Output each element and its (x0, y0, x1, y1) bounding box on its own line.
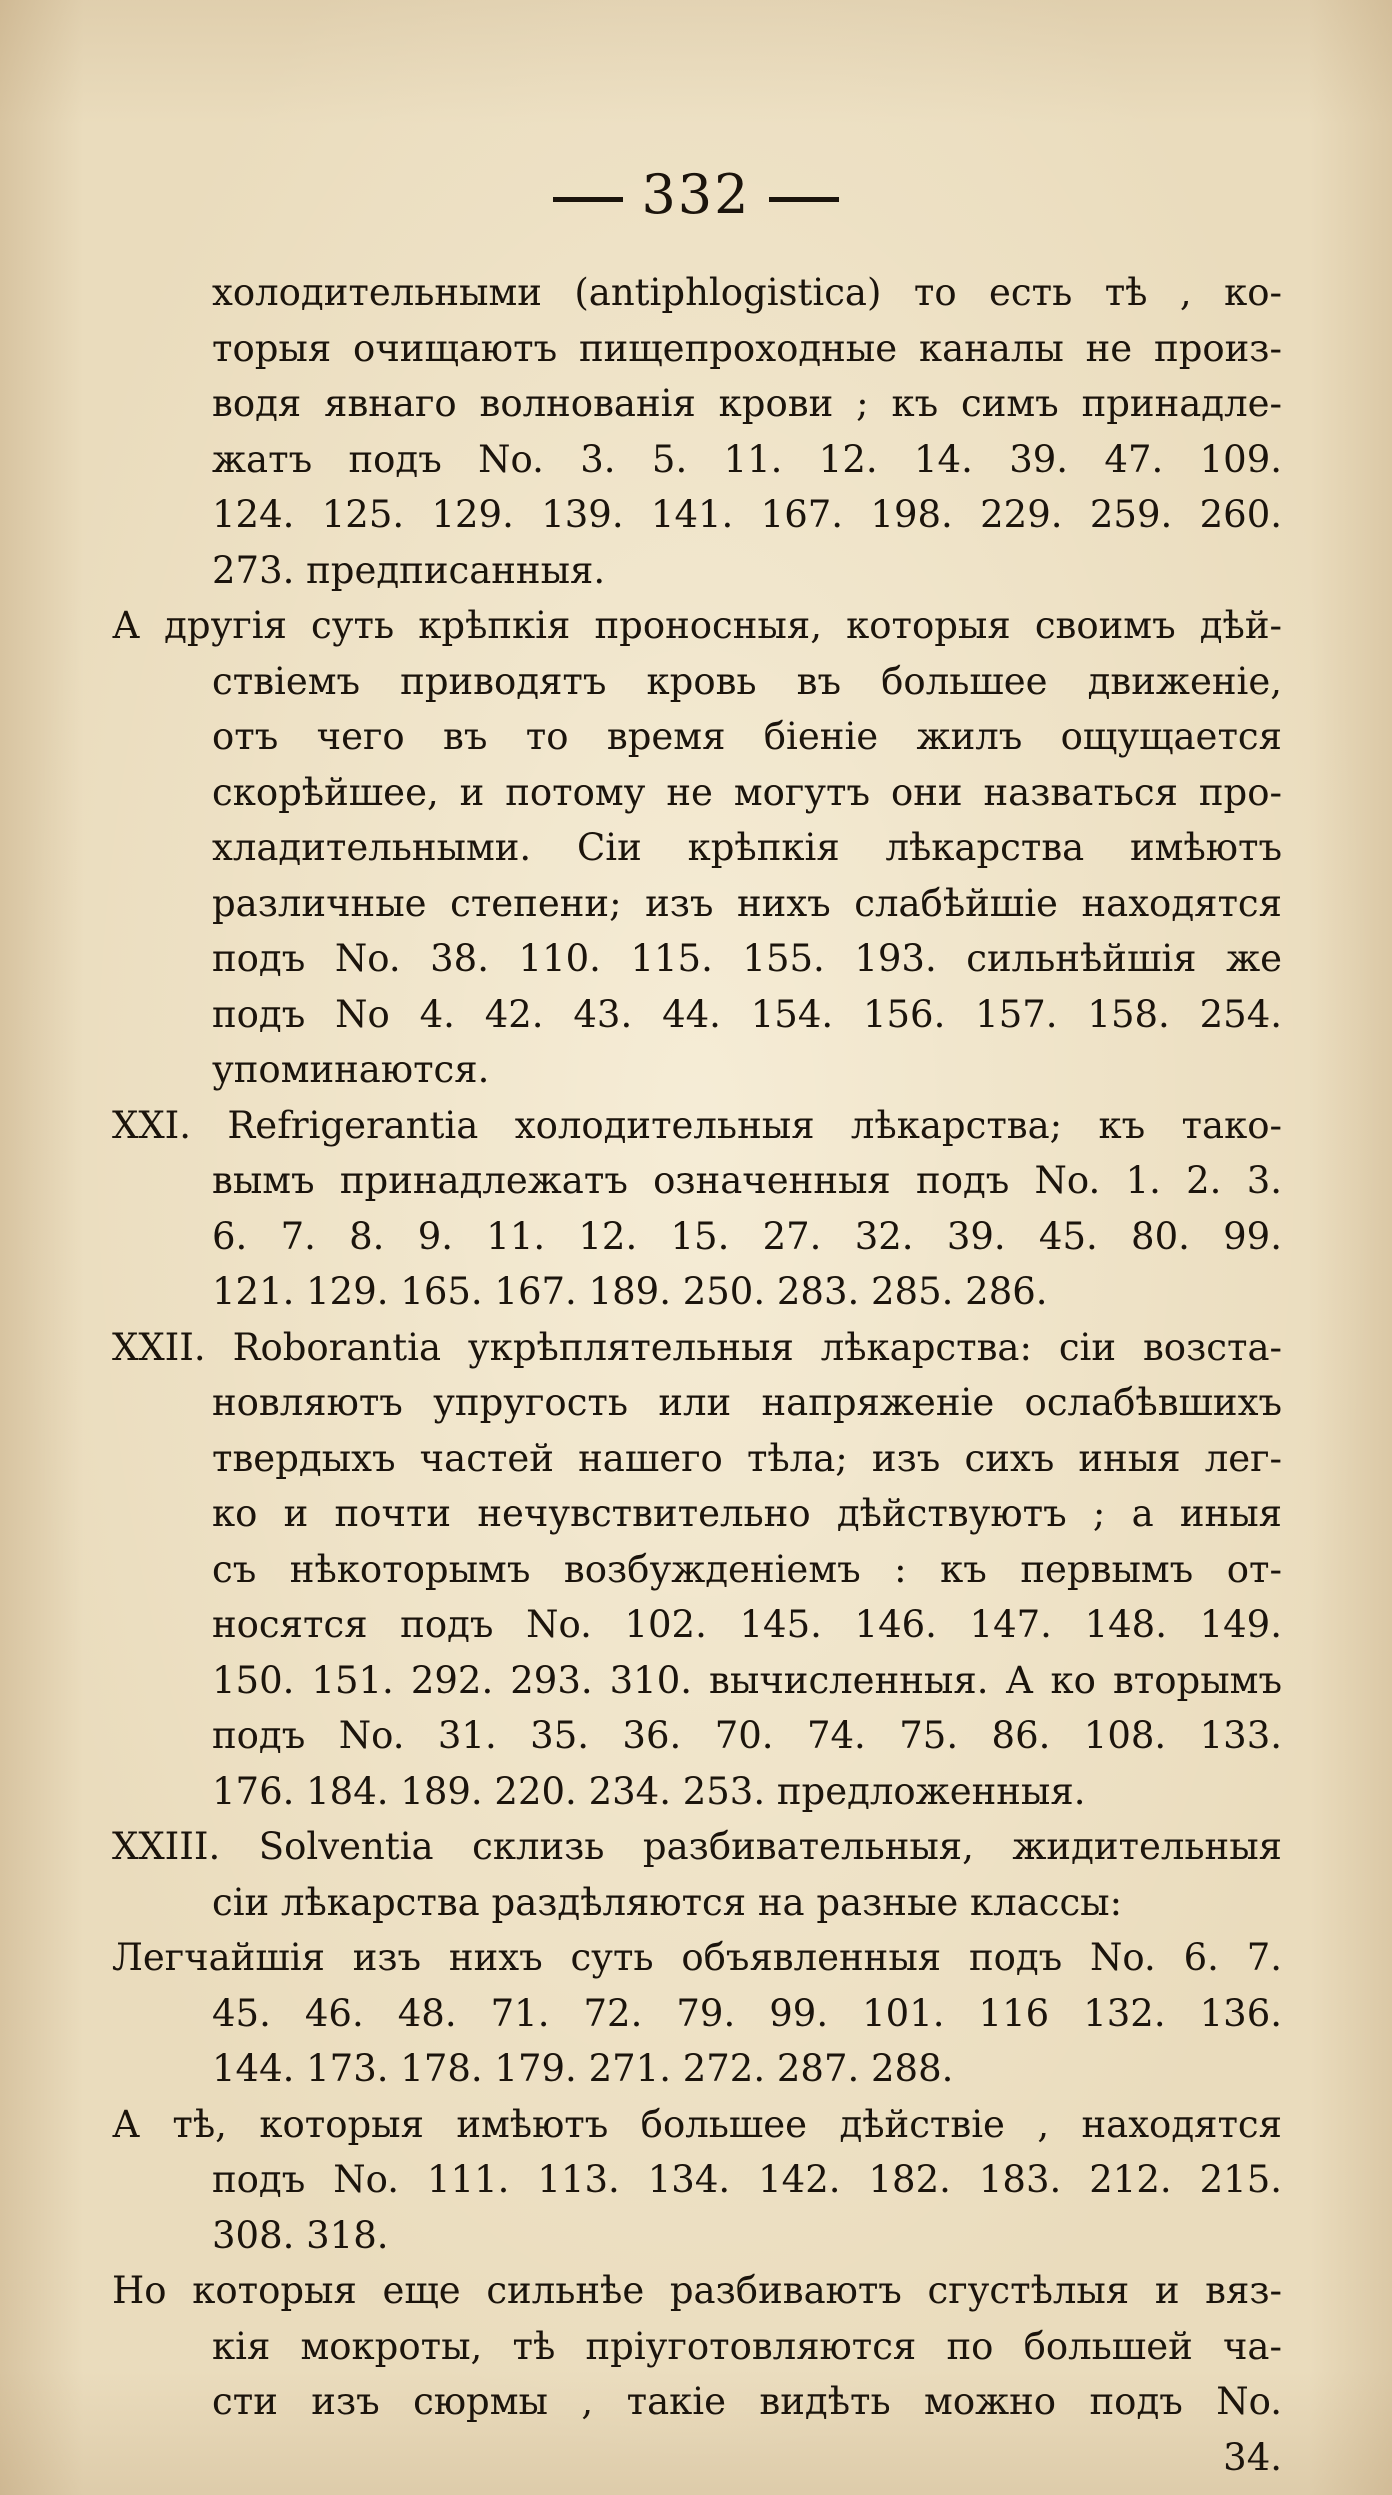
text-line: съ нѣкоторымъ возбужденіемъ : къ первымъ от- (212, 1547, 1282, 1591)
text-line: XXII. Roborantia укрѣплятельныя лѣкарства: сіи возста- (112, 1325, 1282, 1369)
text-line: сіи лѣкарства раздѣляются на разные классы: (212, 1880, 1123, 1924)
text-line: подъ No. 38. 110. 115. 155. 193. сильнѣйшія же (212, 937, 1282, 980)
text-line: ко и почти нечувствительно дѣйствуютъ ; а иныя (212, 1492, 1282, 1535)
text-line: кія мокроты, тѣ пріуготовляются по большей ча- (212, 2324, 1282, 2368)
text-line: подъ No 4. 42. 43. 44. 154. 156. 157. 158. 254. (212, 992, 1282, 1036)
text-line: Легчайшія изъ нихъ суть объявленныя подъ No. 6. 7. (112, 1936, 1282, 1979)
text-line: подъ No. 111. 113. 134. 142. 182. 183. 212. 215. (212, 2158, 1282, 2201)
text-line: холодительными (antiphlogistica) то есть тѣ , ко- (212, 271, 1282, 314)
text-line: 176. 184. 189. 220. 234. 253. предложенныя. (212, 1769, 1086, 1813)
header-dash-left (553, 197, 623, 202)
page-number: 332 (641, 163, 751, 226)
text-line: ствіемъ приводятъ кровь въ большее движеніе, (212, 659, 1282, 703)
text-line: хладительными. Сіи крѣпкія лѣкарства имѣютъ (212, 826, 1282, 869)
text-line: 124. 125. 129. 139. 141. 167. 198. 229. 259. 260. (212, 493, 1282, 536)
text-line: упоминаются. (212, 1048, 490, 1091)
text-line: 150. 151. 292. 293. 310. вычисленныя. А ко вторымъ (212, 1658, 1282, 1702)
text-line: отъ чего въ то время біеніе жилъ ощущается (212, 715, 1282, 758)
text-line: 273. предписанныя. (212, 548, 606, 592)
text-line: 144. 173. 178. 179. 271. 272. 287. 288. (212, 2047, 954, 2090)
text-line: жатъ подъ No. 3. 5. 11. 12. 14. 39. 47. 109. (212, 437, 1282, 481)
text-line: 6. 7. 8. 9. 11. 12. 15. 27. 32. 39. 45. 80. 99. (212, 1214, 1282, 1258)
text-line: торыя очищаютъ пищепроходные каналы не произ- (212, 326, 1282, 370)
text-line: подъ No. 31. 35. 36. 70. 74. 75. 86. 108. 133. (212, 1714, 1282, 1757)
text-line: различные степени; изъ нихъ слабѣйшіе находятся (212, 881, 1282, 925)
text-line: скорѣйшее, и потому не могутъ они назваться про- (212, 770, 1282, 814)
text-line: А другія суть крѣпкія проносныя, которыя своимъ дѣй- (112, 604, 1282, 647)
text-line: А тѣ, которыя имѣютъ большее дѣйствіе , находятся (112, 2102, 1282, 2146)
text-line: сти изъ сюрмы , такіе видѣть можно подъ No. (212, 2380, 1282, 2423)
catchword: 34. (1223, 2435, 1282, 2479)
header-dash-right (769, 197, 839, 202)
text-line: XXI. Refrigerantia холодительныя лѣкарства; къ тако- (112, 1103, 1282, 1147)
text-line: 45. 46. 48. 71. 72. 79. 99. 101. 116 132. 136. (212, 1991, 1282, 2035)
text-body (112, 265, 1282, 2485)
text-line: XXIII. Solventia склизь разбивательныя, жидительныя (112, 1825, 1282, 1868)
text-line: 308. 318. (212, 2213, 389, 2257)
text-line: носятся подъ No. 102. 145. 146. 147. 148. 149. (212, 1603, 1282, 1646)
text-line: водя явнаго волнованія крови ; къ симъ принадле- (212, 382, 1282, 425)
text-line: новляютъ упругость или напряженіе ослабѣвшихъ (212, 1381, 1282, 1424)
text-line: Но которыя еще сильнѣе разбиваютъ сгустѣлыя и вяз- (112, 2269, 1282, 2312)
text-line: вымъ принадлежатъ означенныя подъ No. 1. 2. 3. (212, 1159, 1282, 1202)
page-header (0, 163, 1392, 226)
text-line: твердыхъ частей нашего тѣла; изъ сихъ иныя лег- (212, 1436, 1282, 1480)
text-line: 121. 129. 165. 167. 189. 250. 283. 285. 286. (212, 1270, 1048, 1313)
